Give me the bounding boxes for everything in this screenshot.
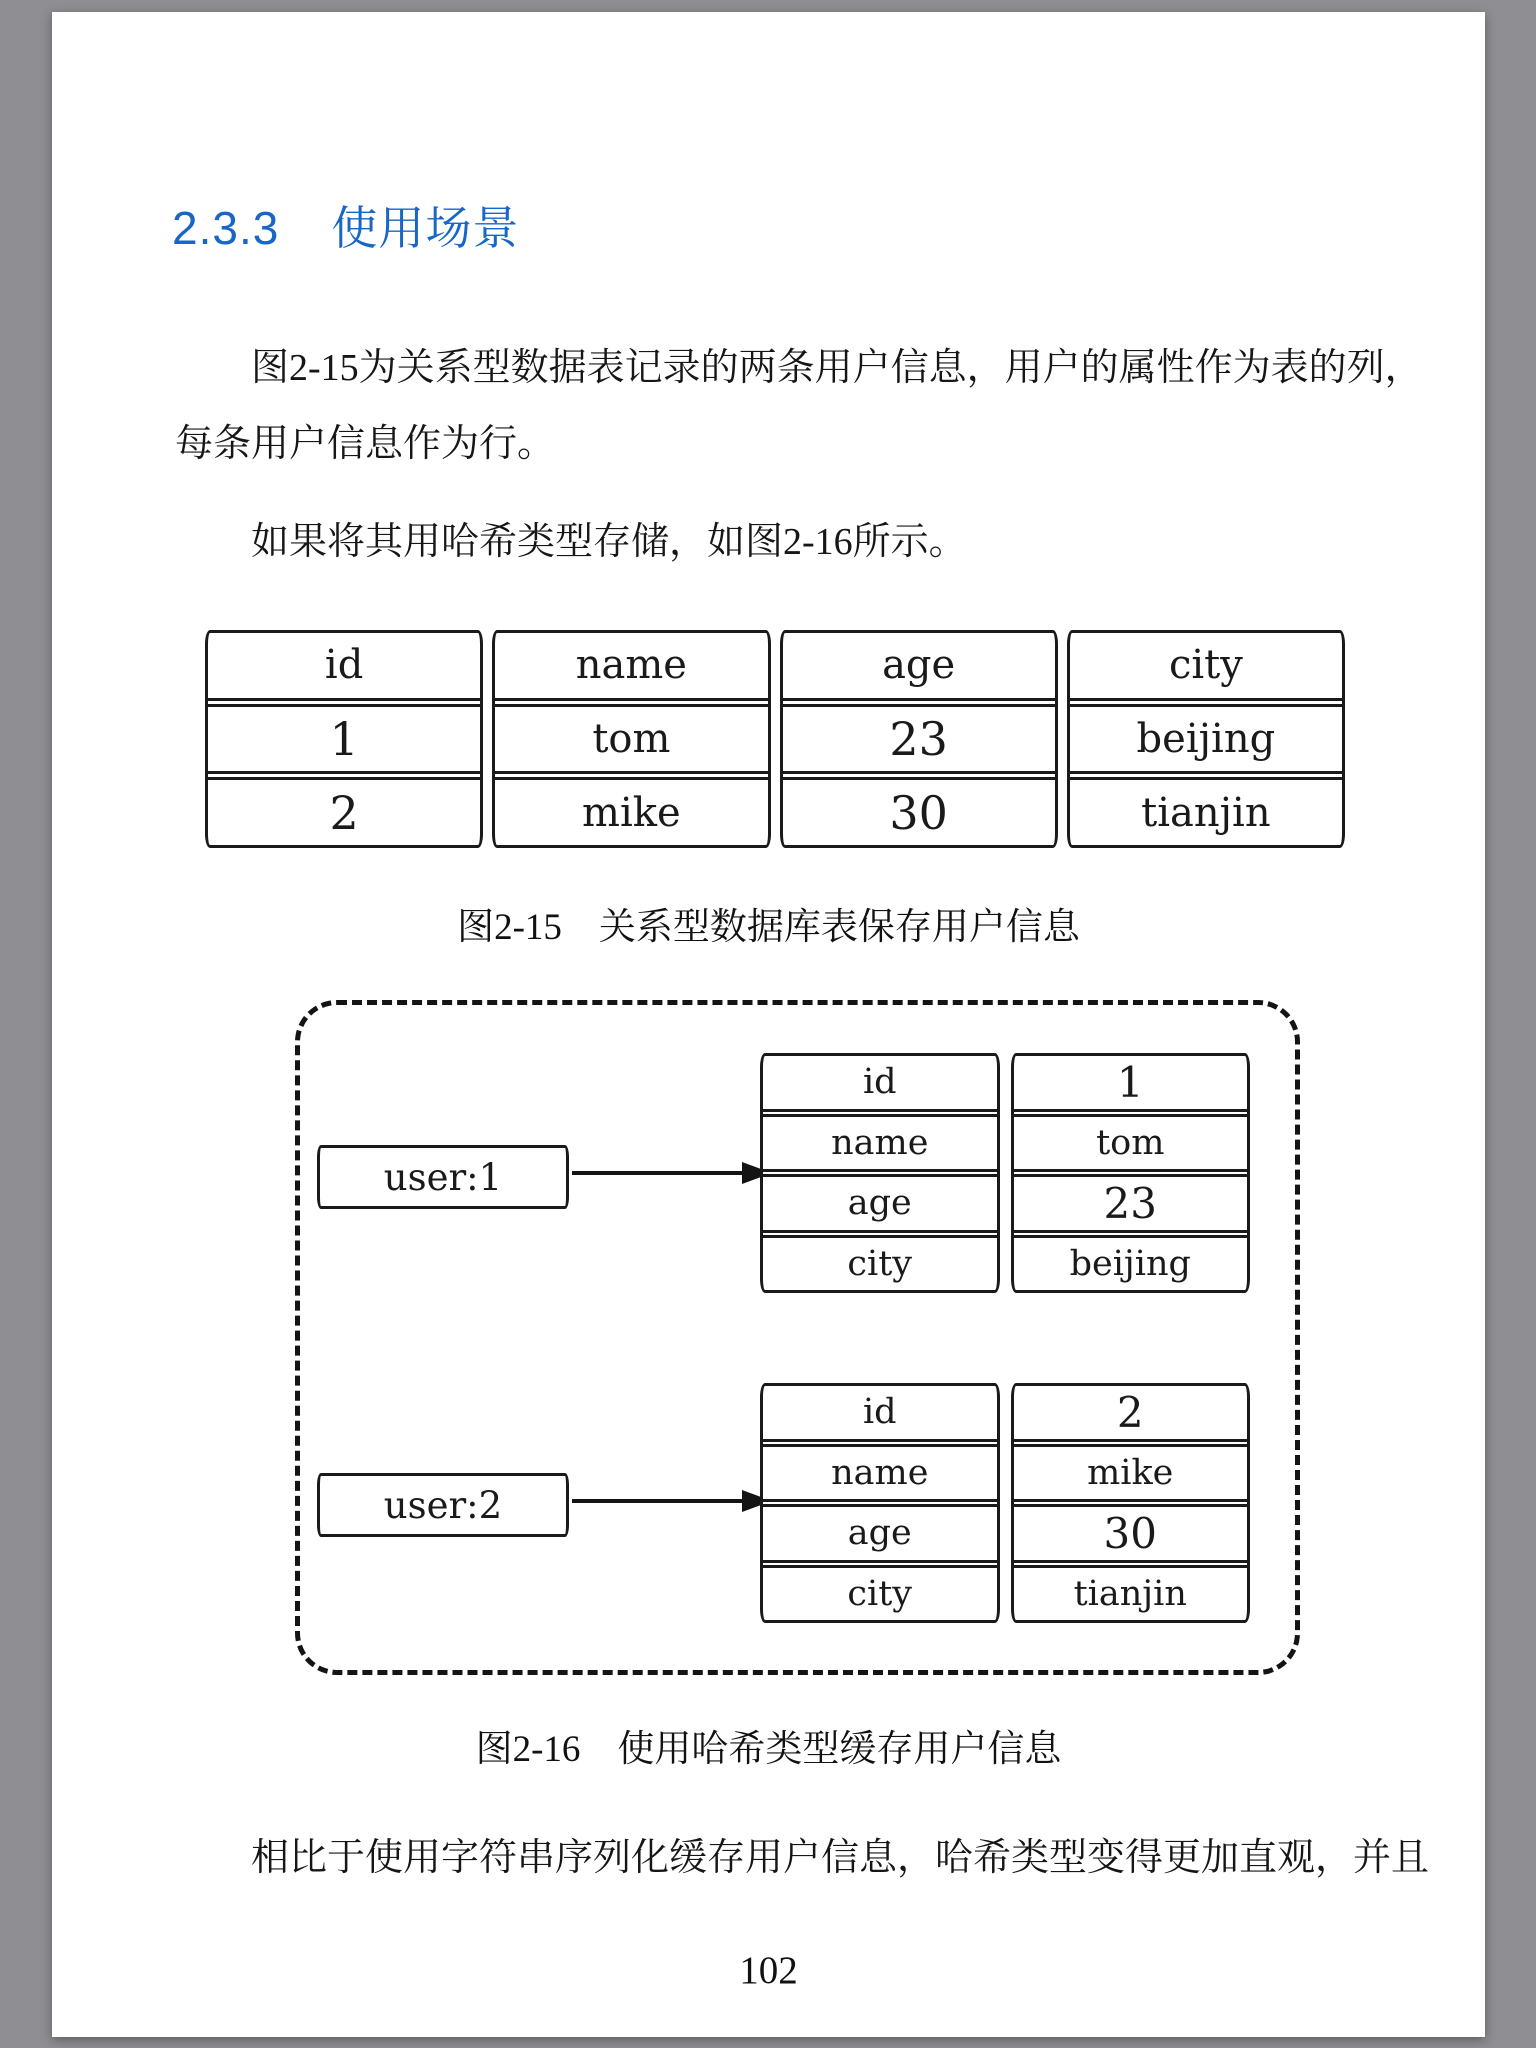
table-cell: 30 xyxy=(783,771,1055,845)
table-cell: tianjin xyxy=(1070,771,1342,845)
hash-field-name: city xyxy=(763,1230,997,1291)
hash-field-value: tom xyxy=(1014,1109,1248,1170)
table-column-name xyxy=(492,630,770,848)
paragraph-3 xyxy=(175,1820,1430,1896)
paragraph-1-line-2: 每条用户信息作为行。 xyxy=(175,423,556,465)
table-cell: tom xyxy=(495,698,767,772)
hash-field-name: name xyxy=(763,1439,997,1500)
hash-field-value: mike xyxy=(1014,1439,1248,1500)
hash-field-keys xyxy=(760,1053,1000,1293)
hash-field-table-user2 xyxy=(760,1383,1250,1623)
hash-field-value: 2 xyxy=(1116,1387,1144,1437)
arrow-right-icon xyxy=(572,1486,772,1516)
paragraph-1 xyxy=(175,330,1423,482)
hash-field-value: 30 xyxy=(1014,1499,1248,1560)
table-header-cell: id xyxy=(324,642,364,689)
hash-field-values xyxy=(1011,1383,1251,1623)
hash-field-name: id xyxy=(862,1392,897,1433)
hash-field-value: 1 xyxy=(1116,1057,1144,1107)
hash-key-box-user1: user:1 xyxy=(317,1145,569,1209)
section-heading xyxy=(172,192,519,258)
figure-2-15-table xyxy=(205,630,1345,848)
table-header-cell: city xyxy=(1168,642,1243,689)
table-column-age xyxy=(780,630,1058,848)
hash-field-values xyxy=(1011,1053,1251,1293)
paragraph-2 xyxy=(175,504,1389,580)
table-header-cell: name xyxy=(575,642,687,689)
hash-field-value: tianjin xyxy=(1014,1560,1248,1621)
hash-field-name: name xyxy=(763,1109,997,1170)
table-column-city xyxy=(1067,630,1345,848)
figure-2-16-diagram xyxy=(295,1000,1300,1675)
book-page xyxy=(52,12,1485,2037)
section-title: 使用场景 xyxy=(331,202,520,254)
paragraph-3-line-1: 相比于使用字符串序列化缓存用户信息，哈希类型变得更加直观，并且 xyxy=(251,1837,1430,1879)
hash-field-name: age xyxy=(763,1169,997,1230)
section-number: 2.3.3 xyxy=(172,202,280,254)
hash-field-table-user1 xyxy=(760,1053,1250,1293)
figure-2-16-caption: 图2-16 使用哈希类型缓存用户信息 xyxy=(475,1729,1062,1770)
table-column-id xyxy=(205,630,483,848)
hash-key-box-user2: user:2 xyxy=(317,1473,569,1537)
paragraph-1-line-1: 图2-15为关系型数据表记录的两条用户信息，用户的属性作为表的列， xyxy=(251,347,1423,389)
table-header-cell: age xyxy=(882,642,956,689)
hash-field-keys xyxy=(760,1383,1000,1623)
arrow-right-icon xyxy=(572,1158,772,1188)
hash-field-name: city xyxy=(763,1560,997,1621)
hash-field-name: age xyxy=(763,1499,997,1560)
table-cell: beijing xyxy=(1070,698,1342,772)
hash-field-value: 23 xyxy=(1014,1169,1248,1230)
page-number: 102 xyxy=(739,1949,798,1992)
table-cell: 2 xyxy=(208,771,480,845)
hash-field-name: id xyxy=(862,1062,897,1103)
paragraph-2-line-1: 如果将其用哈希类型存储，如图2-16所示。 xyxy=(251,521,967,563)
table-cell: 23 xyxy=(783,698,1055,772)
table-cell: mike xyxy=(495,771,767,845)
hash-field-value: beijing xyxy=(1014,1230,1248,1291)
figure-2-15-caption: 图2-15 关系型数据库表保存用户信息 xyxy=(457,907,1080,948)
table-cell: 1 xyxy=(208,698,480,772)
